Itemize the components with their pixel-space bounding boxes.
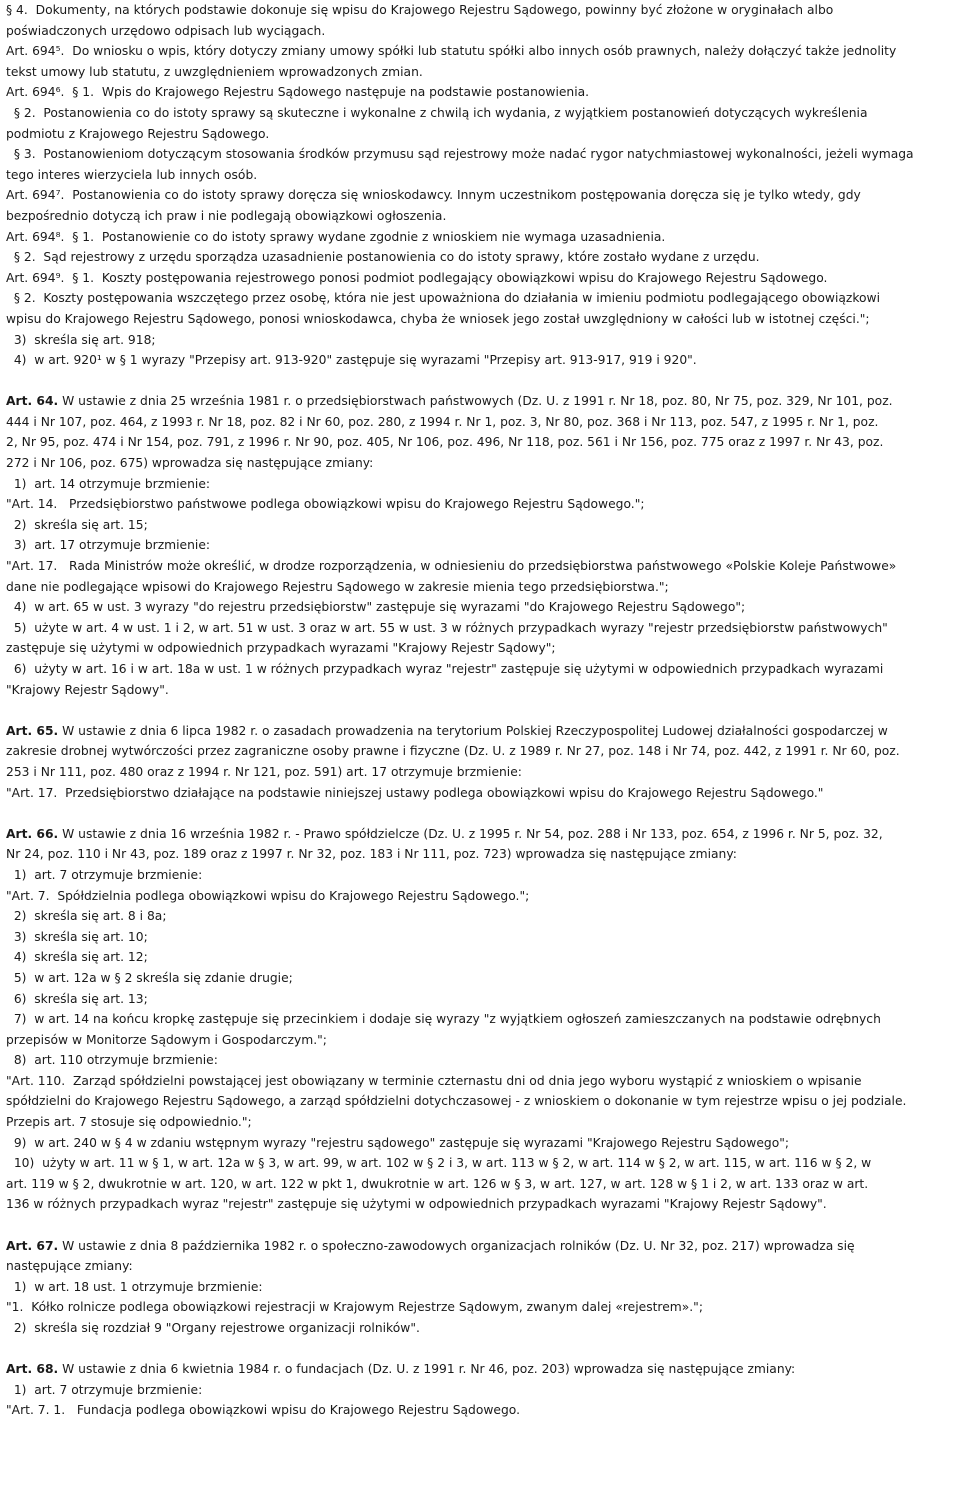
paragraph [6,247,952,268]
paragraph [6,597,952,618]
line-text: 5) użyte w art. 4 w ust. 1 i 2, w art. 51 w ust. 3 oraz w art. 55 w ust. 3 w różnych przypadkach wyrazy "rejestr przedsiębiorstw państwowych" [6,620,888,635]
text-line [6,1236,952,1257]
paragraph [6,1050,952,1071]
paragraph [6,103,952,144]
text-line [6,165,952,186]
line-text: tego interes wierzyciela lub innych osób. [6,167,258,182]
text-line [6,968,952,989]
section-spacer [6,700,952,721]
article-number: Art. 66. [6,826,59,841]
line-text: wpisu do Krajowego Rejestru Sądowego, ponosi wnioskodawca, chyba że wniosek jego został uwzględniony w całości lub w istotnej części."; [6,311,870,326]
text-line [6,391,952,412]
paragraph [6,1318,952,1339]
text-line [6,535,952,556]
line-text: 2, Nr 95, poz. 474 i Nr 154, poz. 791, z 1996 r. Nr 90, poz. 405, Nr 106, poz. 496, Nr 118, poz. 561 i Nr 156, poz. 775 oraz z 1997 r. Nr 43, poz. [6,435,884,450]
line-text: art. 119 w § 2, dwukrotnie w art. 120, w art. 122 w pkt 1, dwukrotnie w art. 126 w § 3, w art. 127, w art. 128 w § 1 i 2, w art. 133 oraz w art. [6,1176,869,1191]
text-line [6,597,952,618]
line-text: W ustawie z dnia 8 października 1982 r. o społeczno-zawodowych organizacjach rolników (Dz. U. Nr 32, poz. 217) wprowadza się [58,1238,855,1253]
paragraph [6,474,952,495]
text-line [6,989,952,1010]
text-line [6,41,952,62]
paragraph [6,1071,952,1133]
paragraph [6,1277,952,1298]
text-line [6,1174,952,1195]
line-text: 1) w art. 18 ust. 1 otrzymuje brzmienie: [6,1279,263,1294]
text-line [6,227,952,248]
paragraph [6,144,952,185]
text-line [6,515,952,536]
text-line [6,762,952,783]
line-text: 5) w art. 12a w § 2 skreśla się zdanie drugie; [6,970,293,985]
line-text: "1. Kółko rolnicze podlega obowiązkowi rejestracji w Krajowym Rejestrze Sądowym, zwanym dalej «rejestrem»."; [6,1300,703,1315]
paragraph [6,515,952,536]
text-line [6,494,952,515]
text-line [6,1297,952,1318]
line-text: 253 i Nr 111, poz. 480 oraz z 1994 r. Nr 121, poz. 591) art. 17 otrzymuje brzmienie: [6,764,522,779]
text-line [6,453,952,474]
line-text: 4) w art. 920¹ w § 1 wyrazy "Przepisy art. 913-920" zastępuje się wyrazami "Przepisy art. 913-917, 919 i 920". [6,353,697,368]
text-line [6,268,952,289]
line-text: "Art. 7. Spółdzielnia podlega obowiązkowi wpisu do Krajowego Rejestru Sądowego."; [6,888,530,903]
line-text: poświadczonych urzędowo odpisach lub wyciągach. [6,23,326,38]
text-line [6,886,952,907]
text-line [6,1318,952,1339]
text-line [6,1050,952,1071]
line-text: W ustawie z dnia 6 lipca 1982 r. o zasadach prowadzenia na terytorium Polskiej Rzeczypospolitej Ludowej działalności gospodarczej w [58,723,888,738]
line-text: "Art. 14. Przedsiębiorstwo państwowe podlega obowiązkowi wpisu do Krajowego Rejestru Sądowego."; [6,497,645,512]
line-text: Art. 694⁷. Postanowienia co do istoty sprawy doręcza się wnioskodawcy. Innym uczestnikom postępowania doręcza się je tylko wtedy, gdy [6,188,861,203]
line-text: 1) art. 14 otrzymuje brzmienie: [6,476,211,491]
text-line [6,185,952,206]
line-text: następujące zmiany: [6,1259,133,1274]
text-line [6,0,952,21]
paragraph [6,1380,952,1401]
line-text: "Art. 7. 1. Fundacja podlega obowiązkowi wpisu do Krajowego Rejestru Sądowego. [6,1403,521,1418]
text-line [6,432,952,453]
text-line [6,82,952,103]
article-paragraph [6,1359,952,1380]
line-text: W ustawie z dnia 16 września 1982 r. - Prawo spółdzielcze (Dz. U. z 1995 r. Nr 54, poz. 288 i Nr 133, poz. 654, z 1996 r. Nr 5, poz. 32, [58,826,883,841]
article-paragraph [6,721,952,803]
article-number: Art. 64. [6,394,59,409]
text-line [6,1009,952,1030]
text-line [6,844,952,865]
paragraph [6,1153,952,1215]
paragraph [6,947,952,968]
line-text: 2) skreśla się rozdział 9 "Organy rejestrowe organizacji rolników". [6,1321,420,1335]
paragraph [6,1009,952,1050]
text-line [6,1091,952,1112]
text-line [6,1277,952,1298]
paragraph [6,268,952,289]
text-line [6,1153,952,1174]
text-line [6,21,952,42]
article-paragraph [6,1236,952,1277]
text-line [6,577,952,598]
article-number: Art. 65. [6,723,59,738]
article-paragraph [6,824,952,865]
paragraph [6,82,952,103]
text-line [6,741,952,762]
paragraph [6,41,952,82]
article-number: Art. 68. [6,1362,59,1377]
line-text: zastępuje się użytymi w odpowiednich przypadkach wyrazami "Krajowy Rejestr Sądowy"; [6,641,556,656]
paragraph [6,556,952,597]
line-text: 3) skreśla się art. 918; [6,332,156,347]
line-text: 6) użyty w art. 16 i w art. 18a w ust. 1 w różnych przypadkach wyraz "rejestr" zastępuje się użytymi w odpowiednich przypadkach wyrazami [6,662,884,676]
line-text: § 2. Postanowienia co do istoty sprawy są skuteczne i wykonalne z chwilą ich wydania, z wyjątkiem postanowień dotyczących wykreślenia [6,105,868,120]
text-line [6,1380,952,1401]
line-text: 444 i Nr 107, poz. 464, z 1993 r. Nr 18, poz. 82 i Nr 60, poz. 280, z 1994 r. Nr 1, poz. 3, Nr 80, poz. 368 i Nr 113, poz. 547, z 1995 r. Nr 1, poz. [6,414,879,429]
line-text: § 2. Sąd rejestrowy z urzędu sporządza uzasadnienie postanowienia co do istoty sprawy, które zostało wydane z urzędu. [6,250,760,265]
line-text: Przepis art. 7 stosuje się odpowiednio."; [6,1115,252,1130]
paragraph [6,227,952,248]
section-spacer [6,1339,952,1360]
paragraph [6,865,952,886]
line-text: 3) art. 17 otrzymuje brzmienie: [6,538,211,553]
paragraph [6,1400,952,1421]
text-line [6,1071,952,1092]
line-text: 2) skreśla się art. 8 i 8a; [6,909,167,924]
line-text: Art. 694⁵. Do wniosku o wpis, który dotyczy zmiany umowy spółki lub statutu spółki albo innych osób prawnych, należy dołączyć także jednolity [6,44,897,59]
text-line [6,659,952,680]
text-line [6,330,952,351]
text-line [6,1133,952,1154]
paragraph [6,288,952,329]
paragraph [6,1297,952,1318]
paragraph [6,1133,952,1154]
section-spacer [6,371,952,392]
text-line [6,206,952,227]
paragraph [6,535,952,556]
paragraph [6,927,952,948]
line-text: 4) w art. 65 w ust. 3 wyrazy "do rejestru przedsiębiorstw" zastępuje się wyrazami "do Krajowego Rejestru Sądowego"; [6,600,746,615]
paragraph [6,330,952,351]
paragraph [6,618,952,659]
text-line [6,1112,952,1133]
line-text: § 3. Postanowieniom dotyczącym stosowania środków przymusu sąd rejestrowy może nadać rygor natychmiastowej wykonalności, jeżeli wymaga [6,147,914,162]
line-text: dane nie podlegające wpisowi do Krajowego Rejestru Sądowego w zakresie mienia tego przedsiębiorstwa."; [6,579,669,594]
text-line [6,865,952,886]
text-line [6,1359,952,1380]
text-line [6,680,952,701]
paragraph [6,350,952,371]
line-text: Art. 694⁸. § 1. Postanowienie co do istoty sprawy wydane zgodnie z wnioskiem nie wymaga uzasadnienia. [6,229,666,244]
text-line [6,412,952,433]
text-line [6,350,952,371]
line-text: 7) w art. 14 na końcu kropkę zastępuje się przecinkiem i dodaje się wyrazy "z wyjątkiem ogłoszeń zamieszczanych na podstawie odrębnych [6,1012,881,1027]
line-text: Nr 24, poz. 110 i Nr 43, poz. 189 oraz z 1997 r. Nr 32, poz. 183 i Nr 111, poz. 723) wprowadza się następujące zmiany: [6,847,737,862]
line-text: przepisów w Monitorze Sądowym i Gospodarczym."; [6,1032,327,1047]
text-line [6,288,952,309]
text-line [6,927,952,948]
line-text: W ustawie z dnia 25 września 1981 r. o przedsiębiorstwach państwowych (Dz. U. z 1991 r. Nr 18, poz. 80, Nr 75, poz. 329, Nr 101, poz. [58,394,893,409]
line-text: 6) skreśla się art. 13; [6,991,148,1006]
text-line [6,124,952,145]
text-line [6,721,952,742]
section-spacer [6,803,952,824]
paragraph [6,0,952,41]
text-line [6,1194,952,1215]
line-text: § 2. Koszty postępowania wszczętego przez osobę, która nie jest upoważniona do działania w imieniu podmiotu podlegającego obowiązkowi [6,291,881,306]
line-text: 272 i Nr 106, poz. 675) wprowadza się następujące zmiany: [6,456,374,471]
line-text: "Art. 17. Rada Ministrów może określić, w drodze rozporządzenia, w odniesieniu do przedsiębiorstwa państwowego «Polskie Koleje Państwowe» [6,559,897,574]
text-line [6,474,952,495]
text-line [6,906,952,927]
text-line [6,824,952,845]
text-line [6,556,952,577]
article-number: Art. 67. [6,1238,59,1253]
text-line [6,1256,952,1277]
line-text: podmiotu z Krajowego Rejestru Sądowego. [6,126,270,141]
line-text: zakresie drobnej wytwórczości przez zagraniczne osoby prawne i fizyczne (Dz. U. z 1989 r. Nr 27, poz. 148 i Nr 74, poz. 442, z 1991 r. Nr 60, poz. [6,744,900,759]
line-text: § 4. Dokumenty, na których podstawie dokonuje się wpisu do Krajowego Rejestru Sądowego, powinny być złożone w oryginałach albo [6,3,834,17]
text-line [6,144,952,165]
paragraph [6,989,952,1010]
text-line [6,309,952,330]
line-text: 9) w art. 240 w § 4 w zdaniu wstępnym wyrazy "rejestru sądowego" zastępuje się wyrazami "Krajowego Rejestru Sądowego"; [6,1135,790,1150]
text-line [6,62,952,83]
paragraph [6,659,952,700]
line-text: Art. 694⁹. § 1. Koszty postępowania rejestrowego ponosi podmiot podlegający obowiązkowi wpisu do Krajowego Rejestru Sądowego. [6,270,828,285]
text-line [6,947,952,968]
text-line [6,1030,952,1051]
line-text: 1) art. 7 otrzymuje brzmienie: [6,867,203,882]
paragraph [6,906,952,927]
article-paragraph [6,391,952,473]
line-text: tekst umowy lub statutu, z uwzględnieniem wprowadzonych zmian. [6,64,423,79]
line-text: "Art. 110. Zarząd spółdzielni powstającej jest obowiązany w terminie czternastu dni od dnia jego wyboru wystąpić z wnioskiem o wpisanie [6,1073,862,1088]
paragraph [6,886,952,907]
line-text: 10) użyty w art. 11 w § 1, w art. 12a w § 3, w art. 99, w art. 102 w § 2 i 3, w art. 113 w § 2, w art. 114 w § 2, w art. 115, w art. 116 w § 2, w [6,1156,872,1171]
text-line [6,783,952,804]
line-text: W ustawie z dnia 6 kwietnia 1984 r. o fundacjach (Dz. U. z 1991 r. Nr 46, poz. 203) wprowadza się następujące zmiany: [58,1362,796,1377]
line-text: 136 w różnych przypadkach wyraz "rejestr" zastępuje się użytymi w odpowiednich przypadkach wyrazami "Krajowy Rejestr Sądowy". [6,1197,827,1212]
paragraph [6,185,952,226]
line-text: "Krajowy Rejestr Sądowy". [6,682,169,697]
line-text: 3) skreśla się art. 10; [6,929,148,944]
text-line [6,618,952,639]
line-text: 1) art. 7 otrzymuje brzmienie: [6,1382,203,1397]
text-line [6,247,952,268]
line-text: bezpośrednio dotyczą ich praw i nie podlegają obowiązkowi ogłoszenia. [6,208,447,223]
line-text: Art. 694⁶. § 1. Wpis do Krajowego Rejestru Sądowego następuje na podstawie postanowienia. [6,85,590,100]
line-text: "Art. 17. Przedsiębiorstwo działające na podstawie niniejszej ustawy podlega obowiązkowi wpisu do Krajowego Rejestru Sądowego." [6,785,824,800]
line-text: 2) skreśla się art. 15; [6,517,148,532]
paragraph [6,968,952,989]
line-text: 4) skreśla się art. 12; [6,950,148,965]
line-text: 8) art. 110 otrzymuje brzmienie: [6,1053,218,1068]
section-spacer [6,1215,952,1236]
text-line [6,638,952,659]
line-text: spółdzielni do Krajowego Rejestru Sądowego, a zarząd spółdzielni dotychczasowej - z wnioskiem o dokonanie w tym rejestrze wpisu o jej podziale. [6,1094,907,1109]
paragraph [6,494,952,515]
text-line [6,103,952,124]
text-line [6,1400,952,1421]
